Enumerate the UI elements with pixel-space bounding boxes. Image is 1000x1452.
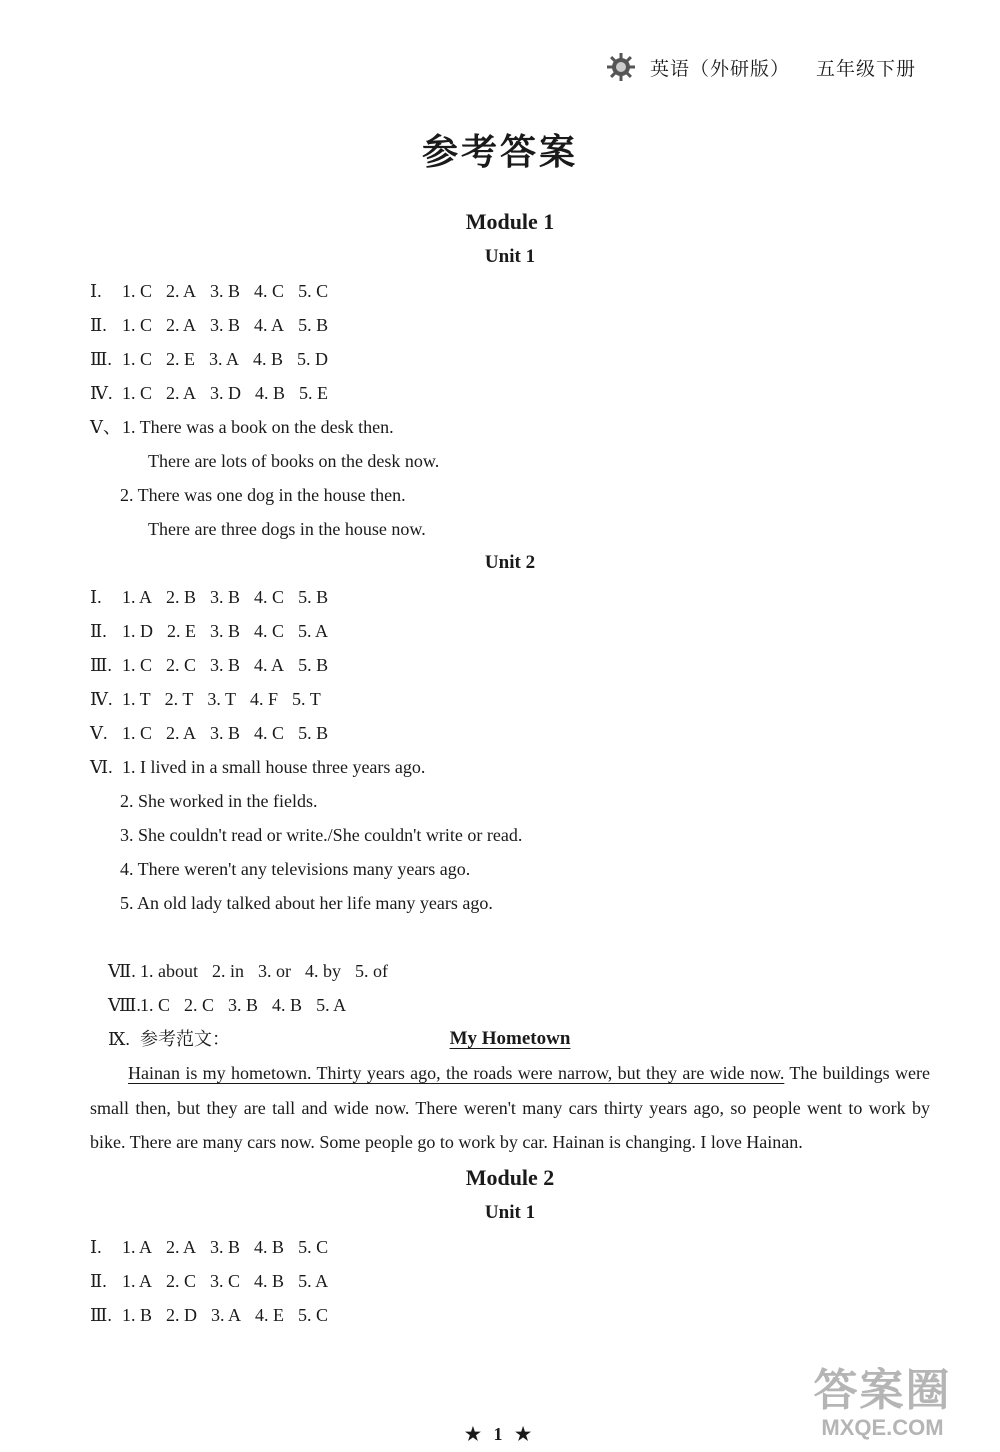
module-1-title: Module 1 bbox=[465, 209, 555, 234]
answer-row bbox=[90, 1230, 930, 1264]
answer-item: 3. A bbox=[209, 349, 240, 369]
answer-item: 5. B bbox=[298, 587, 329, 607]
answer-row bbox=[90, 614, 930, 648]
answer-item: 3. C bbox=[210, 1270, 241, 1291]
answer-item: 2. E bbox=[167, 621, 196, 641]
answer-item: 2. A bbox=[166, 723, 197, 743]
answer-item: 5. B bbox=[298, 655, 329, 675]
essay-title: My Hometown bbox=[449, 1028, 571, 1049]
section-number: Ⅳ. bbox=[90, 689, 113, 709]
section-number: Ⅰ. bbox=[90, 281, 102, 301]
answer-item: 3. B bbox=[210, 621, 241, 641]
answer-row: 5. An old lady talked about her life many years ago. bbox=[120, 893, 493, 913]
section-number: Ⅰ. bbox=[90, 1236, 102, 1257]
answer-item: 1. A bbox=[122, 587, 153, 607]
answer-item: 4. C bbox=[254, 587, 285, 607]
answer-row bbox=[90, 1298, 930, 1332]
answer-item: 1. C bbox=[122, 315, 153, 335]
answer-item: 5. B bbox=[298, 315, 329, 335]
answer-row: Ⅴ、1. There was a book on the desk then. bbox=[90, 417, 394, 437]
answer-item: 2. T bbox=[164, 689, 194, 709]
answer-row: Ⅵ. 1. I lived in a small house three years ago. bbox=[90, 757, 426, 777]
answer-row bbox=[90, 1264, 930, 1298]
answer-item: 5. D bbox=[297, 349, 329, 369]
answer-item: 4. C bbox=[254, 621, 285, 641]
answer-item: 4. B bbox=[255, 383, 286, 403]
page-title: 参考答案 bbox=[421, 132, 578, 172]
answer-row: 2. She worked in the fields. bbox=[120, 791, 318, 811]
answer-row bbox=[90, 648, 930, 682]
section-number: Ⅲ. bbox=[90, 349, 112, 369]
answer-item: 4. B bbox=[254, 1236, 285, 1257]
answer-item: 3. T bbox=[207, 689, 237, 709]
header-book: 五年级下册 bbox=[815, 58, 916, 80]
answer-row bbox=[90, 308, 930, 342]
answer-item: 3. B bbox=[210, 281, 241, 301]
answer-row: Ⅷ.1. C 2. C 3. B 4. B 5. A bbox=[108, 995, 347, 1015]
answer-row: Ⅶ. 1. about 2. in 3. or 4. by 5. of bbox=[108, 961, 389, 981]
header-subject: 英语（外研版） bbox=[649, 58, 790, 80]
running-header bbox=[606, 52, 916, 82]
essay-text: The buildings were small then, but they are tall and wide now. There weren't many cars thirty years ago, so people went to work by bike. There are many cars now. Some people go to work by car. Hainan is changing. I love Hainan. bbox=[90, 1063, 931, 1152]
answer-item: 5. T bbox=[292, 689, 321, 709]
section-number: Ⅴ. bbox=[90, 723, 108, 743]
answer-row bbox=[90, 376, 930, 410]
essay-body bbox=[90, 1056, 930, 1160]
answer-item: 5. A bbox=[298, 1270, 329, 1291]
unit-2-title: Unit 2 bbox=[484, 552, 536, 573]
section-number: Ⅲ. bbox=[90, 655, 112, 675]
answer-item: 5. C bbox=[298, 1236, 329, 1257]
answer-item: 5. A bbox=[298, 621, 329, 641]
answer-item: 1. T bbox=[122, 689, 151, 709]
answer-row bbox=[90, 580, 930, 614]
answer-item: 3. A bbox=[211, 1304, 242, 1325]
answer-row bbox=[90, 716, 930, 750]
answer-item: 1. C bbox=[122, 349, 153, 369]
answer-item: 3. B bbox=[210, 655, 241, 675]
answer-item: 2. D bbox=[166, 1304, 198, 1325]
unit-1-title: Unit 1 bbox=[484, 1201, 536, 1223]
answer-item: 4. C bbox=[254, 723, 285, 743]
answer-item: 5. C bbox=[298, 281, 329, 301]
answer-item: 4. B bbox=[253, 349, 284, 369]
answer-item: 3. D bbox=[210, 383, 242, 403]
answer-item: 4. A bbox=[254, 315, 285, 335]
answer-item: 2. A bbox=[166, 383, 197, 403]
answer-item: 1. B bbox=[122, 1304, 153, 1325]
answer-row: Ⅸ. 参考范文： bbox=[108, 1029, 230, 1049]
answer-item: 1. C bbox=[122, 281, 153, 301]
section-number: Ⅳ. bbox=[90, 383, 113, 403]
answer-row bbox=[90, 682, 930, 716]
answer-item: 4. F bbox=[250, 689, 279, 709]
answer-item: 4. A bbox=[254, 655, 285, 675]
answer-row: 4. There weren't any televisions many years ago. bbox=[120, 859, 471, 879]
answer-item: 2. E bbox=[166, 349, 196, 369]
answer-item: 5. B bbox=[298, 723, 329, 743]
page-number: ★ 1 ★ bbox=[464, 1424, 536, 1444]
section-number: Ⅲ. bbox=[90, 1304, 112, 1325]
answer-content bbox=[90, 204, 930, 1332]
answer-item: 4. C bbox=[254, 281, 285, 301]
answer-item: 1. C bbox=[122, 383, 153, 403]
answer-row bbox=[90, 274, 930, 308]
section-number: Ⅱ. bbox=[90, 315, 107, 335]
answer-item: 1. C bbox=[122, 723, 153, 743]
answer-row: 3. She couldn't read or write./She couldn't write or read. bbox=[120, 825, 523, 845]
answer-item: 4. E bbox=[255, 1304, 285, 1325]
answer-item: 2. C bbox=[166, 1270, 197, 1291]
answer-item: 2. C bbox=[166, 655, 197, 675]
answer-item: 1. C bbox=[122, 655, 153, 675]
answer-item: 3. B bbox=[210, 587, 241, 607]
answer-item: 2. B bbox=[166, 587, 197, 607]
answer-row: 2. There was one dog in the house then. bbox=[120, 485, 406, 505]
answer-item: 5. C bbox=[298, 1304, 329, 1325]
answer-item: 1. A bbox=[122, 1236, 153, 1257]
answer-row: There are three dogs in the house now. bbox=[148, 519, 426, 539]
gear-icon bbox=[606, 52, 636, 82]
essay-underlined-text: Hainan is my hometown. Thirty years ago, the roads were narrow, but they are wide now. bbox=[128, 1063, 785, 1083]
answer-item: 3. B bbox=[210, 1236, 241, 1257]
section-number: Ⅱ. bbox=[90, 1270, 107, 1291]
answer-item: 2. A bbox=[166, 315, 197, 335]
answer-item: 4. B bbox=[254, 1270, 285, 1291]
answer-item: 3. B bbox=[210, 315, 241, 335]
answer-item: 1. D bbox=[122, 621, 153, 641]
section-number: Ⅱ. bbox=[90, 621, 107, 641]
module-2-title: Module 2 bbox=[465, 1164, 555, 1190]
watermark-logo: 答案圈 MXQE.COM bbox=[813, 1366, 952, 1440]
answer-item: 2. A bbox=[166, 1236, 197, 1257]
answer-row bbox=[90, 342, 930, 376]
section-number: Ⅰ. bbox=[90, 587, 102, 607]
answer-item: 3. B bbox=[210, 723, 241, 743]
answer-row: There are lots of books on the desk now. bbox=[148, 451, 440, 471]
answer-item: 2. A bbox=[166, 281, 197, 301]
unit-1-title: Unit 1 bbox=[484, 246, 536, 267]
answer-item: 1. A bbox=[122, 1270, 153, 1291]
answer-item: 5. E bbox=[299, 383, 329, 403]
